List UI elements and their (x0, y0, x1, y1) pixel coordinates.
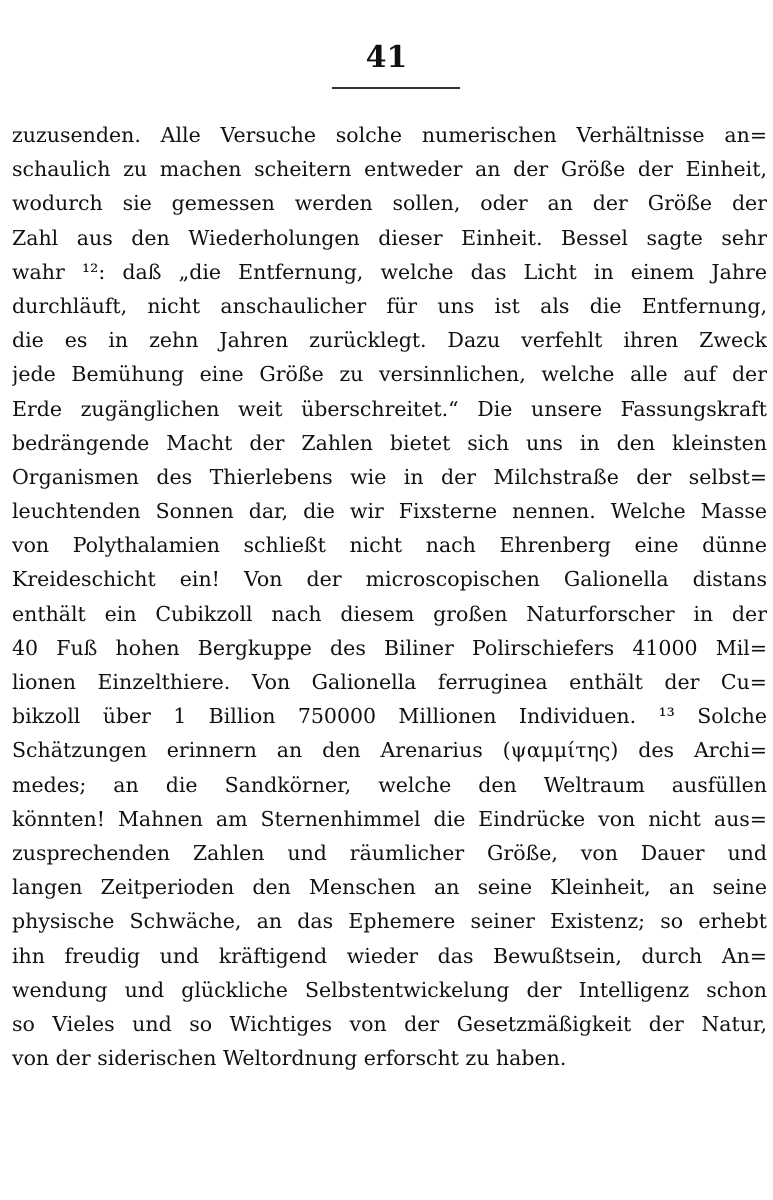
text-line: physische Schwäche, an das Ephemere seiner Existenz; so erhebt (12, 909, 767, 934)
text-line: wahr ¹²: daß „die Entfernung, welche das Licht in einem Jahre (12, 259, 767, 284)
page-number: 41 (365, 40, 408, 75)
text-line: medes; an die Sandkörner, welche den Weltraum ausfüllen (12, 772, 767, 797)
text-line: durchläuft, nicht anschaulicher für uns ist als die Entfernung, (12, 293, 767, 318)
text-line: ihn freudig und kräftigend wieder das Bewußtsein, durch An= (12, 943, 767, 968)
text-line: enthält ein Cubikzoll nach diesem großen Naturforscher in der (12, 601, 767, 626)
text-line: zuzusenden. Alle Versuche solche numerischen Verhältnisse an= (12, 123, 767, 147)
text-line: wodurch sie gemessen werden sollen, oder an der Größe der (12, 191, 767, 216)
body-paragraph (12, 118, 767, 1075)
text-line: lionen Einzelthiere. Von Galionella ferruginea enthält der Cu= (12, 670, 767, 694)
text-line: leuchtenden Sonnen dar, die wir Fixsterne nennen. Welche Masse (12, 499, 767, 524)
text-line: schaulich zu machen scheitern entweder an der Größe der Einheit, (12, 157, 767, 182)
text-line: so Vieles und so Wichtiges von der Gesetzmäßigkeit der Natur, (12, 1011, 767, 1036)
text-line: bedrängende Macht der Zahlen bietet sich uns in den kleinsten (12, 430, 767, 455)
text-line: wendung und glückliche Selbstentwickelung der Intelligenz schon (12, 977, 767, 1002)
text-line: Organismen des Thierlebens wie in der Milchstraße der selbst= (12, 464, 767, 489)
text-line: könnten! Mahnen am Sternenhimmel die Eindrücke von nicht aus= (12, 806, 767, 831)
text-line: Schätzungen erinnern an den Arenarius (ψαμμίτης) des Archi= (12, 738, 767, 763)
header-rule (332, 87, 460, 89)
text-line: Kreideschicht ein! Von der microscopischen Galionella distans (12, 567, 767, 592)
text-line: Zahl aus den Wiederholungen dieser Einheit. Bessel sagte sehr (12, 225, 767, 250)
text-line: bikzoll über 1 Billion 750000 Millionen Individuen. ¹³ Solche (12, 704, 767, 729)
text-line: die es in zehn Jahren zurücklegt. Dazu verfehlt ihren Zweck (12, 328, 767, 353)
text-line: langen Zeitperioden den Menschen an seine Kleinheit, an seine (12, 875, 767, 900)
text-line: jede Bemühung eine Größe zu versinnlichen, welche alle auf der (12, 362, 767, 387)
text-line: Erde zugänglichen weit überschreitet.“ Die unsere Fassungskraft (12, 396, 767, 421)
text-line: von Polythalamien schließt nicht nach Ehrenberg eine dünne (12, 533, 767, 558)
text-line: zusprechenden Zahlen und räumlicher Größe, von Dauer und (12, 840, 767, 865)
text-line: 40 Fuß hohen Bergkuppe des Biliner Polirschiefers 41000 Mil= (12, 635, 767, 660)
text-line: von der siderischen Weltordnung erforscht zu haben. (12, 1046, 567, 1071)
